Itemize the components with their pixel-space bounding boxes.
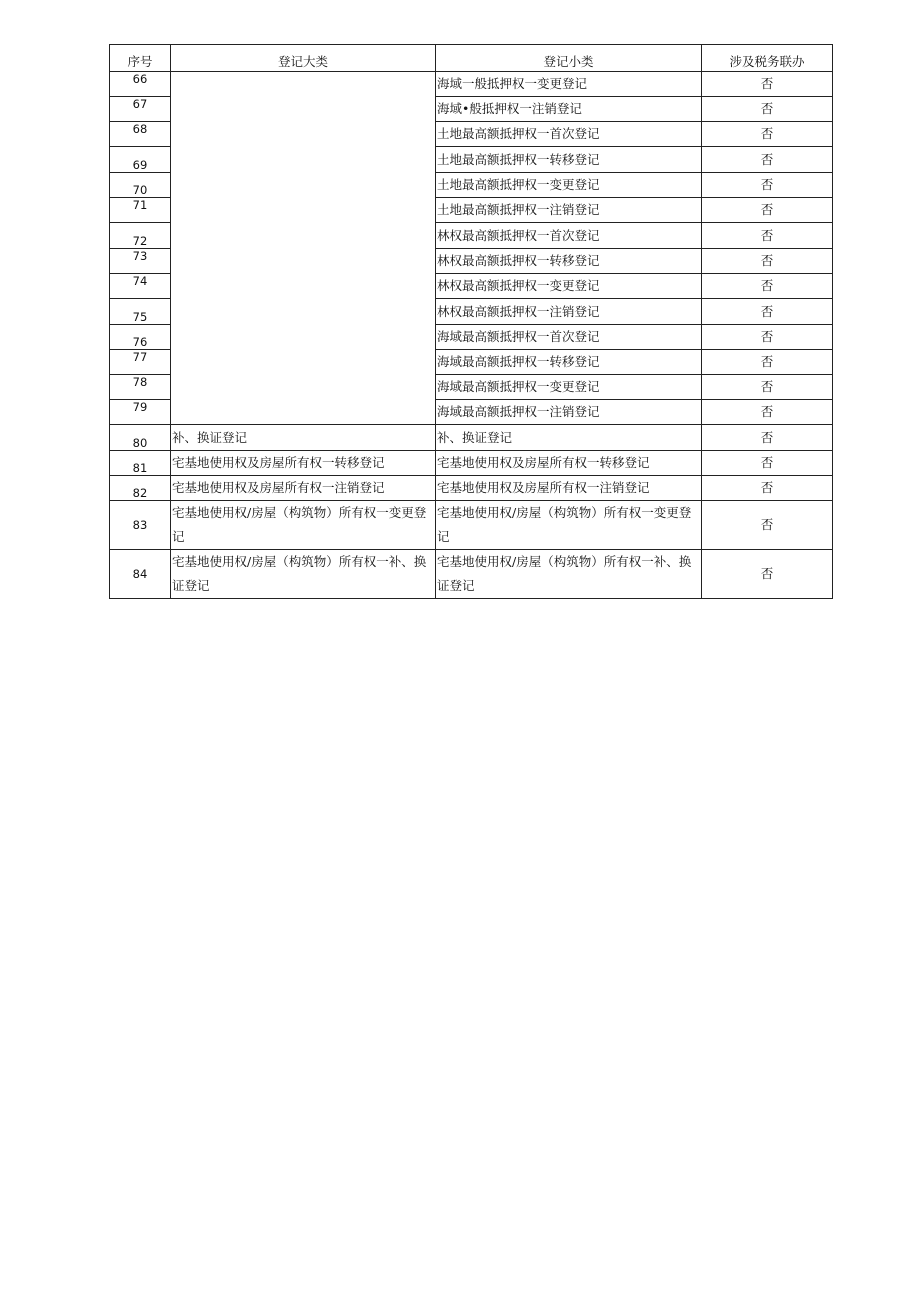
- header-tax: 涉及税务联办: [702, 45, 833, 72]
- table-row: [110, 451, 833, 476]
- row-subcategory: 土地最高额抵押权一注销登记: [436, 198, 702, 223]
- row-tax: 否: [702, 350, 833, 375]
- row-seq: 68: [110, 122, 171, 147]
- row-tax: 否: [702, 299, 833, 325]
- row-seq: 67: [110, 97, 171, 122]
- row-subcategory: 土地最高额抵押权一转移登记: [436, 147, 702, 173]
- row-tax: 否: [702, 147, 833, 173]
- row-seq: 66: [110, 72, 171, 97]
- row-seq: 80: [110, 425, 171, 451]
- row-tax: 否: [702, 425, 833, 451]
- header-subcategory: 登记小类: [436, 45, 702, 72]
- row-seq: 70: [110, 173, 171, 198]
- row-subcategory: 林权最高额抵押权一变更登记: [436, 274, 702, 299]
- row-tax: 否: [702, 451, 833, 476]
- row-tax: 否: [702, 72, 833, 97]
- row-tax: 否: [702, 325, 833, 350]
- registration-table: [109, 44, 833, 599]
- table-row: [110, 550, 833, 599]
- table-row: [110, 501, 833, 550]
- row-subcategory: 海域一般抵押权一变更登记: [436, 72, 702, 97]
- row-tax: 否: [702, 550, 833, 599]
- row-subcategory: 林权最高额抵押权一注销登记: [436, 299, 702, 325]
- row-tax: 否: [702, 122, 833, 147]
- row-subcategory: 土地最高额抵押权一变更登记: [436, 173, 702, 198]
- row-seq: 83: [110, 501, 171, 550]
- row-subcategory: 海域最高额抵押权一转移登记: [436, 350, 702, 375]
- row-seq: 78: [110, 375, 171, 400]
- row-subcategory: 海域最高额抵押权一注销登记: [436, 400, 702, 425]
- header-seq: 序号: [110, 45, 171, 72]
- row-seq: 72: [110, 223, 171, 249]
- table-row: [110, 425, 833, 451]
- row-subcategory: 土地最高额抵押权一首次登记: [436, 122, 702, 147]
- row-category: 宅基地使用权/房屋（构筑物）所有权一变更登记: [171, 501, 436, 550]
- row-seq: 69: [110, 147, 171, 173]
- row-tax: 否: [702, 274, 833, 299]
- row-tax: 否: [702, 476, 833, 501]
- row-tax: 否: [702, 97, 833, 122]
- row-subcategory: 宅基地使用权/房屋（构筑物）所有权一补、换证登记: [436, 550, 702, 599]
- row-seq: 79: [110, 400, 171, 425]
- row-subcategory: 海域最高额抵押权一变更登记: [436, 375, 702, 400]
- row-subcategory: 宅基地使用权及房屋所有权一注销登记: [436, 476, 702, 501]
- row-subcategory: 海域•般抵押权一注销登记: [436, 97, 702, 122]
- row-category: 宅基地使用权及房屋所有权一转移登记: [171, 451, 436, 476]
- row-tax: 否: [702, 249, 833, 274]
- table-header-row: [110, 45, 833, 72]
- row-subcategory: 海域最高额抵押权一首次登记: [436, 325, 702, 350]
- row-seq: 74: [110, 274, 171, 299]
- row-seq: 71: [110, 198, 171, 223]
- row-tax: 否: [702, 173, 833, 198]
- row-tax: 否: [702, 501, 833, 550]
- row-subcategory: 宅基地使用权及房屋所有权一转移登记: [436, 451, 702, 476]
- row-seq: 73: [110, 249, 171, 274]
- row-subcategory: 宅基地使用权/房屋（构筑物）所有权一变更登记: [436, 501, 702, 550]
- row-seq: 82: [110, 476, 171, 501]
- row-seq: 76: [110, 325, 171, 350]
- table-row: [110, 476, 833, 501]
- row-seq: 77: [110, 350, 171, 375]
- row-subcategory: 林权最高额抵押权一首次登记: [436, 223, 702, 249]
- row-category: 宅基地使用权及房屋所有权一注销登记: [171, 476, 436, 501]
- row-subcategory: 林权最高额抵押权一转移登记: [436, 249, 702, 274]
- row-category: 补、换证登记: [171, 425, 436, 451]
- row-tax: 否: [702, 375, 833, 400]
- row-tax: 否: [702, 198, 833, 223]
- row-category-merged: [171, 72, 436, 425]
- row-subcategory: 补、换证登记: [436, 425, 702, 451]
- header-category: 登记大类: [171, 45, 436, 72]
- row-category: 宅基地使用权/房屋（构筑物）所有权一补、换证登记: [171, 550, 436, 599]
- row-seq: 81: [110, 451, 171, 476]
- row-seq: 75: [110, 299, 171, 325]
- table-row: [110, 72, 833, 97]
- row-seq: 84: [110, 550, 171, 599]
- row-tax: 否: [702, 223, 833, 249]
- row-tax: 否: [702, 400, 833, 425]
